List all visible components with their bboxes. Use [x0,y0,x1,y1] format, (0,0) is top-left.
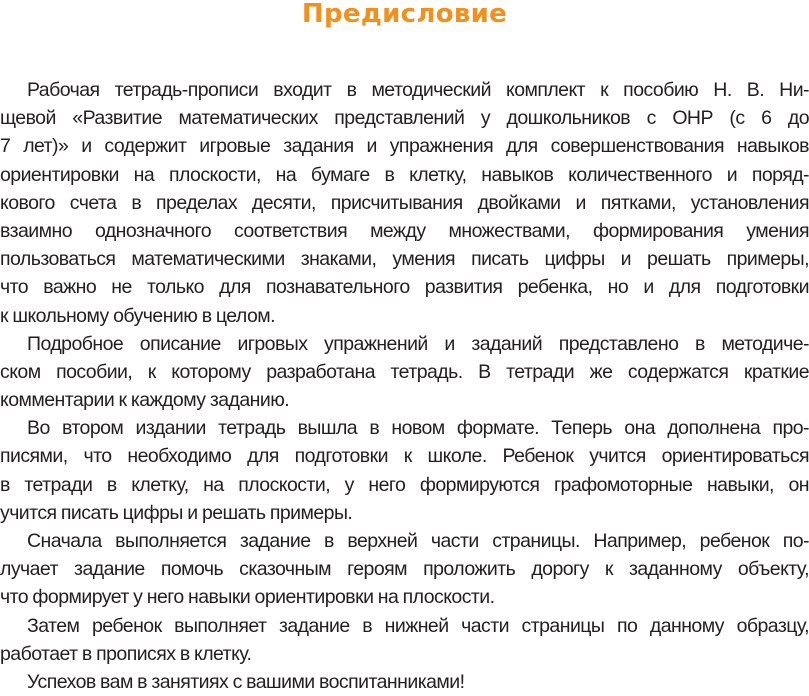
paragraph-4 [0,527,809,612]
paragraph-3 [0,414,809,527]
text-line: к школьному обучению в целом. [0,304,275,327]
paragraph-1 [0,76,809,330]
text-line: Сначала выполняется задание в верхней части страницы. Например, ребенок по- [27,530,809,552]
text-line: что важно не только для познавательного развития ребенка, но и для подготовки [0,276,809,299]
text-line: кового счета в пределах десяти, присчитывания двойками и пятками, установления [0,191,809,214]
paragraph-5 [0,612,809,668]
paragraph-6 [0,668,809,696]
preface-body [0,76,809,696]
text-line: работает в прописях в клетку. [0,642,252,665]
text-line: Рабочая тетрадь-прописи входит в методический комплект к пособию Н. В. Ни- [27,79,809,101]
text-line: Подробное описание игровых упражнений и заданий представлено в методиче- [27,332,809,355]
page-title: Предисловие [301,0,508,29]
text-line: щевой «Развитие математических представлений у дошкольников с ОНР (с 6 до [0,107,809,130]
text-line: Успехов вам в занятиях с вашими воспитанниками! [27,670,465,693]
text-line: писями, что необходимо для подготовки к школе. Ребенок учится ориентироваться [0,445,809,468]
text-line: комментарии к каждому заданию. [0,389,290,412]
text-line: пользоваться математическими знаками, умения писать цифры и решать примеры, [0,248,809,271]
text-line: Затем ребенок выполняет задание в нижней части страницы по данному образцу, [27,614,809,637]
text-line: лучает задание помочь сказочным героям проложить дорогу к заданному объекту, [0,558,809,581]
paragraph-2 [0,330,809,415]
text-line: Во втором издании тетрадь вышла в новом формате. Теперь она дополнена про- [27,417,809,440]
text-line: 7 лет)» и содержит игровые задания и упражнения для совершенствования навыков [0,135,809,158]
text-line: ориентировки на плоскости, на бумаге в клетку, навыков количественного и поряд- [0,163,809,186]
text-line: учится писать цифры и решать примеры. [0,501,353,524]
text-line: в тетради в клетку, на плоскости, у него формируются графомоторные навыки, он [0,473,809,496]
text-line: ском пособии, к которому разработана тетрадь. В тетради же содержатся краткие [0,360,809,383]
text-line: что формирует у него навыки ориентировки на плоскости. [0,586,495,609]
text-line: взаимно однозначного соответствия между множествами, формирования умения [0,219,809,242]
